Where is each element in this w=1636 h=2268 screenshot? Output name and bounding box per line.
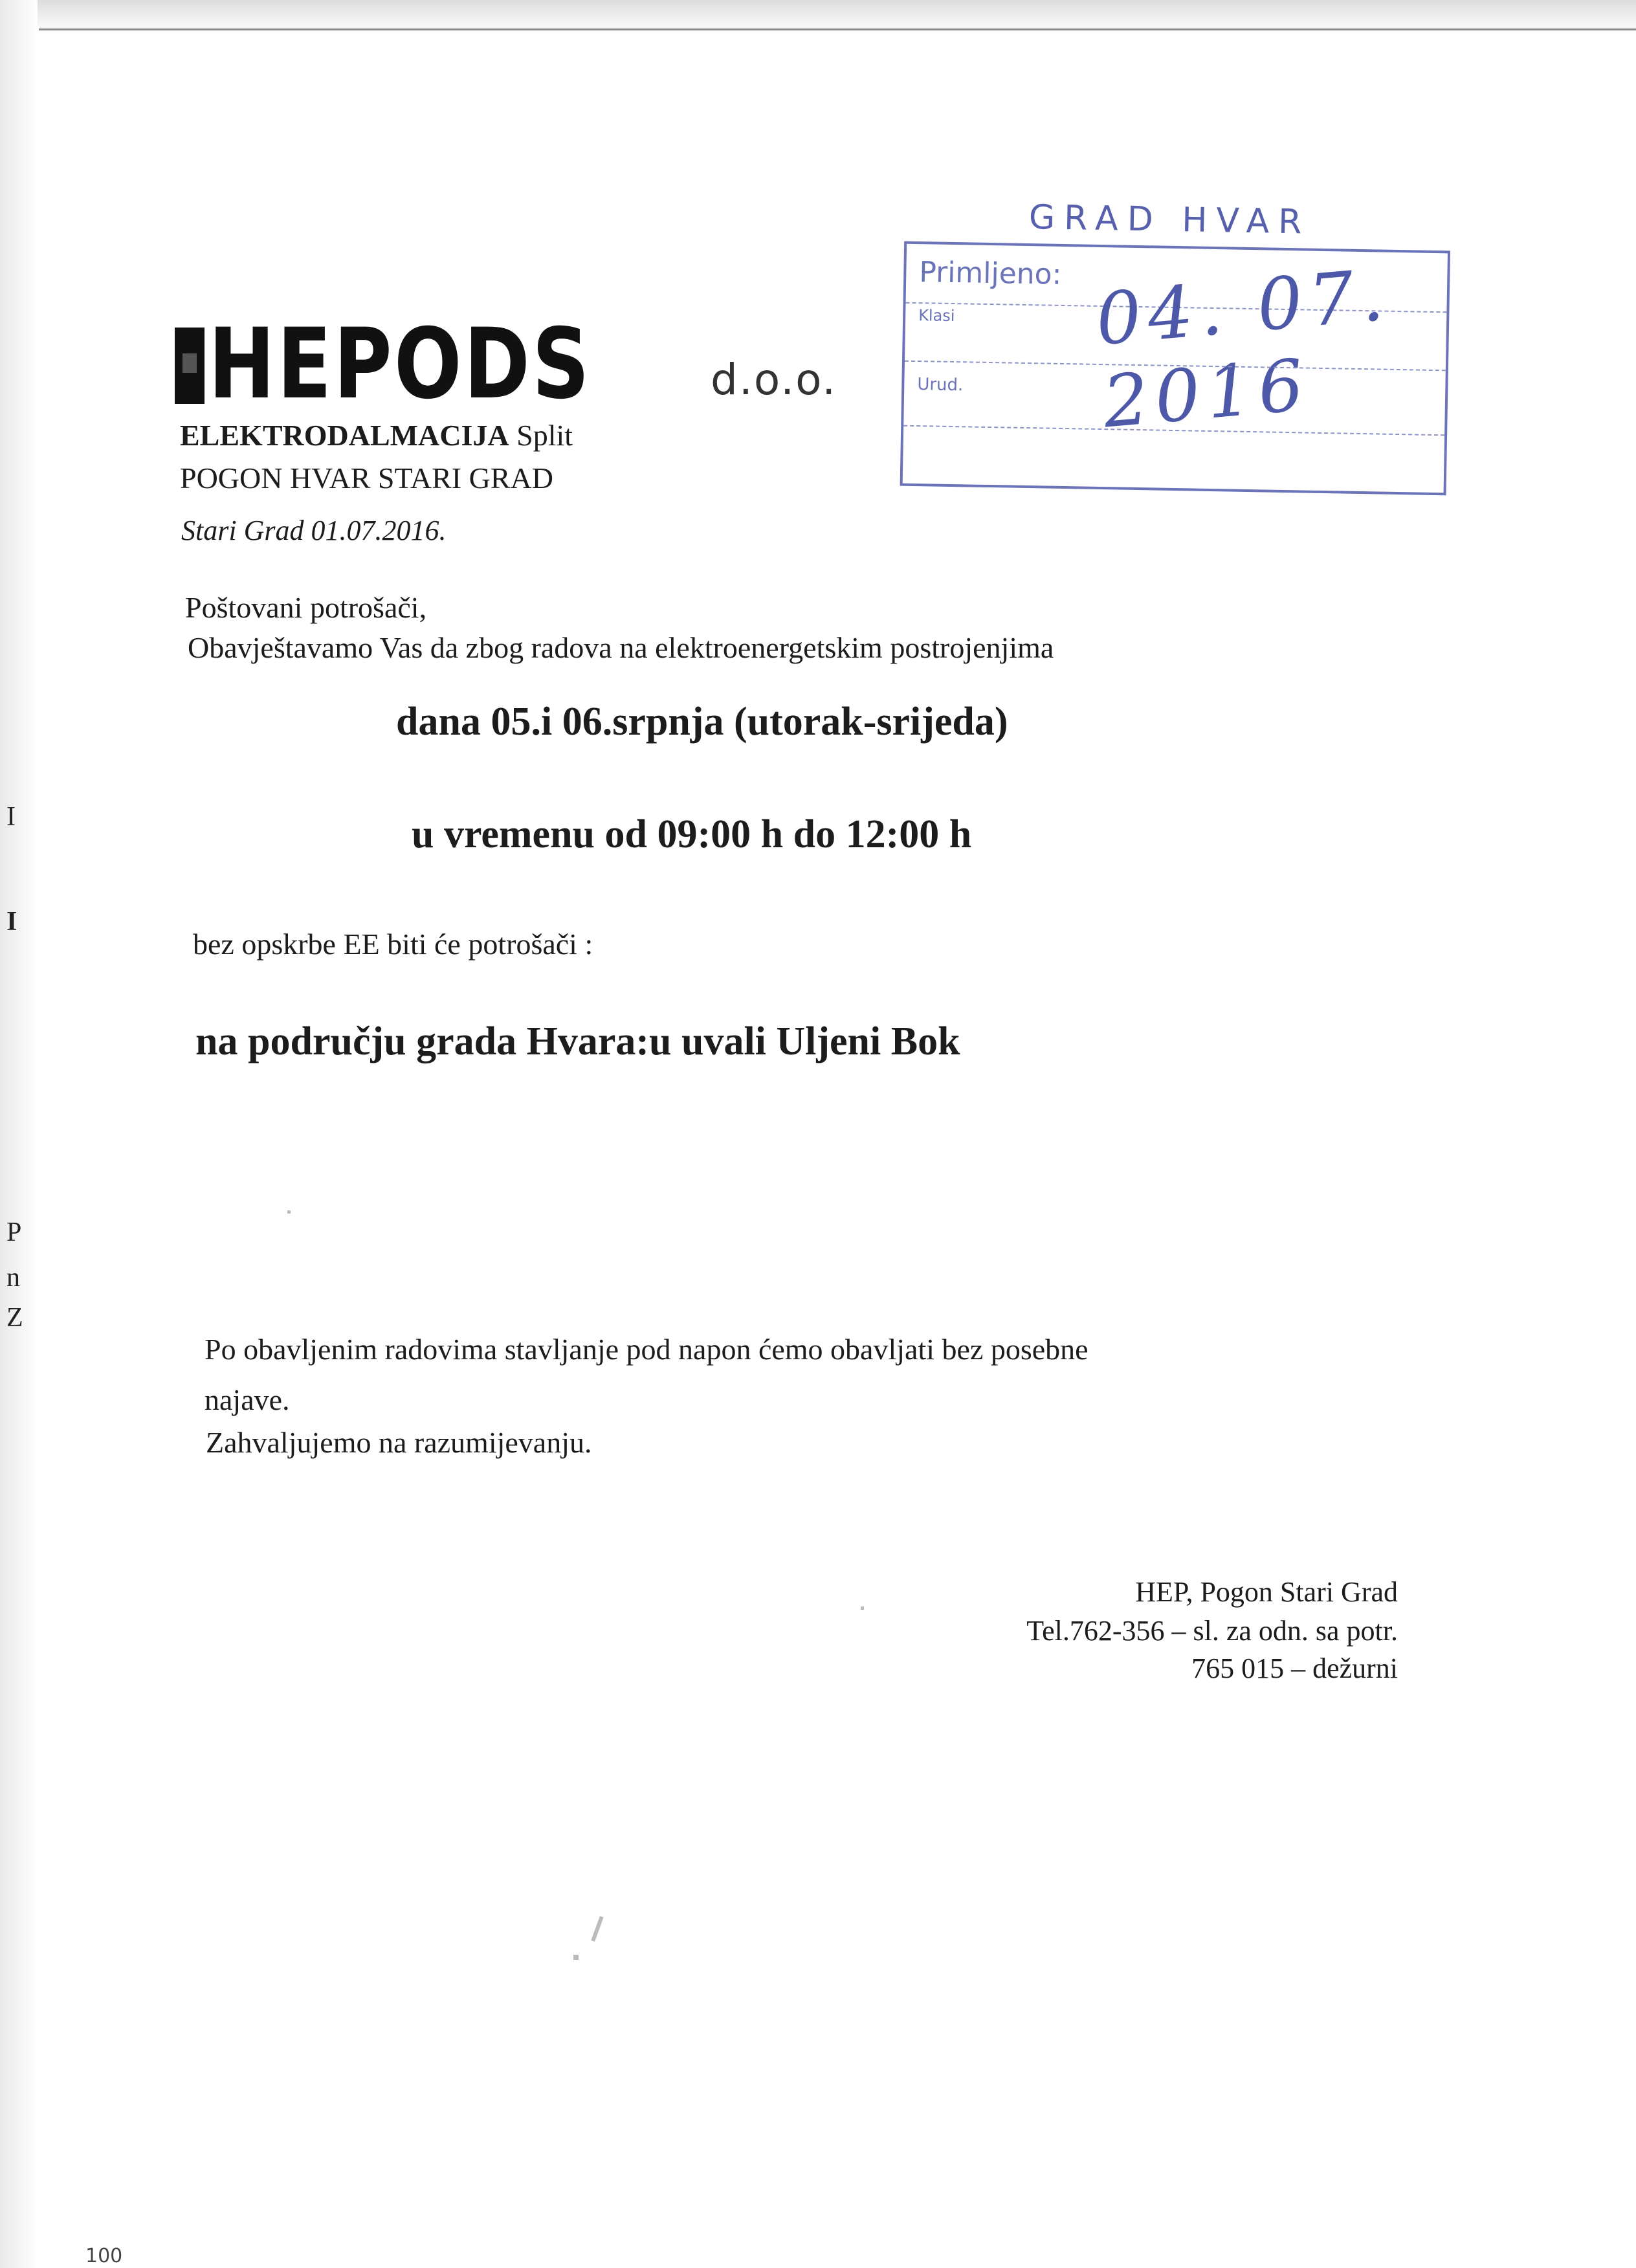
scan-speck [287, 1210, 291, 1214]
bottom-cut-text: 100 [85, 2245, 123, 2267]
margin-char: I [6, 907, 17, 937]
margin-char: n [6, 1263, 20, 1293]
outage-date: dana 05.i 06.srpnja (utorak-srijeda) [396, 700, 1008, 744]
closing-line-1: Po obavljenim radovima stavljanje pod napon ćemo obavljati bez posebne [204, 1333, 1089, 1366]
scan-top-edge [0, 0, 1636, 36]
org-unit: POGON HVAR STARI GRAD [180, 461, 553, 495]
footer-line-1: HEP, Pogon Stari Grad [1135, 1576, 1398, 1608]
scan-speck [573, 1955, 579, 1960]
outage-time: u vremenu od 09:00 h do 12:00 h [412, 812, 972, 856]
outage-area: na području grada Hvara:u uvali Uljeni Bok [195, 1019, 960, 1063]
margin-char: P [6, 1217, 22, 1247]
received-stamp [900, 198, 1451, 497]
stamp-class-label: Klasi [918, 306, 955, 326]
stamp-box [900, 241, 1450, 496]
stamp-received-date: 04. 07. 2016 [1092, 252, 1393, 444]
scan-speck [591, 1916, 603, 1942]
stamp-urud-label: Urud. [917, 375, 964, 395]
stamp-title: GRAD HVAR [1028, 198, 1311, 242]
stamp-row-urud [903, 361, 1446, 436]
letter-date: Stari Grad 01.07.2016. [181, 515, 447, 546]
logo-mark [175, 328, 204, 404]
thanks-text: Zahvaljujemo na razumijevanju. [206, 1426, 592, 1459]
org-city: Split [516, 419, 573, 452]
stamp-row-class [905, 302, 1446, 372]
greeting: Poštovani potrošači, [185, 591, 427, 624]
intro-text: Obavještavamo Vas da zbog radova na elektroenergetskim postrojenjima [188, 631, 1054, 664]
scan-top-line [39, 28, 1636, 30]
footer-line-3: 765 015 – dežurni [1191, 1652, 1398, 1684]
scan-left-edge [0, 0, 38, 2268]
scan-speck [861, 1606, 864, 1610]
org-name-line [180, 418, 573, 452]
org-name: ELEKTRODALMACIJA [180, 419, 509, 452]
closing-line-2: najave. [204, 1383, 290, 1416]
margin-char: Z [6, 1303, 23, 1333]
logo-suffix: d.o.o. [711, 355, 837, 405]
footer-line-2: Tel.762-356 – sl. za odn. sa potr. [1026, 1615, 1398, 1647]
company-logo [175, 308, 676, 421]
stamp-received-label: Primljeno: [918, 256, 1062, 291]
logo-text: HEPODS [208, 308, 592, 421]
margin-char: I [6, 802, 16, 832]
without-supply-text: bez opskrbe EE biti će potrošači : [193, 928, 593, 961]
